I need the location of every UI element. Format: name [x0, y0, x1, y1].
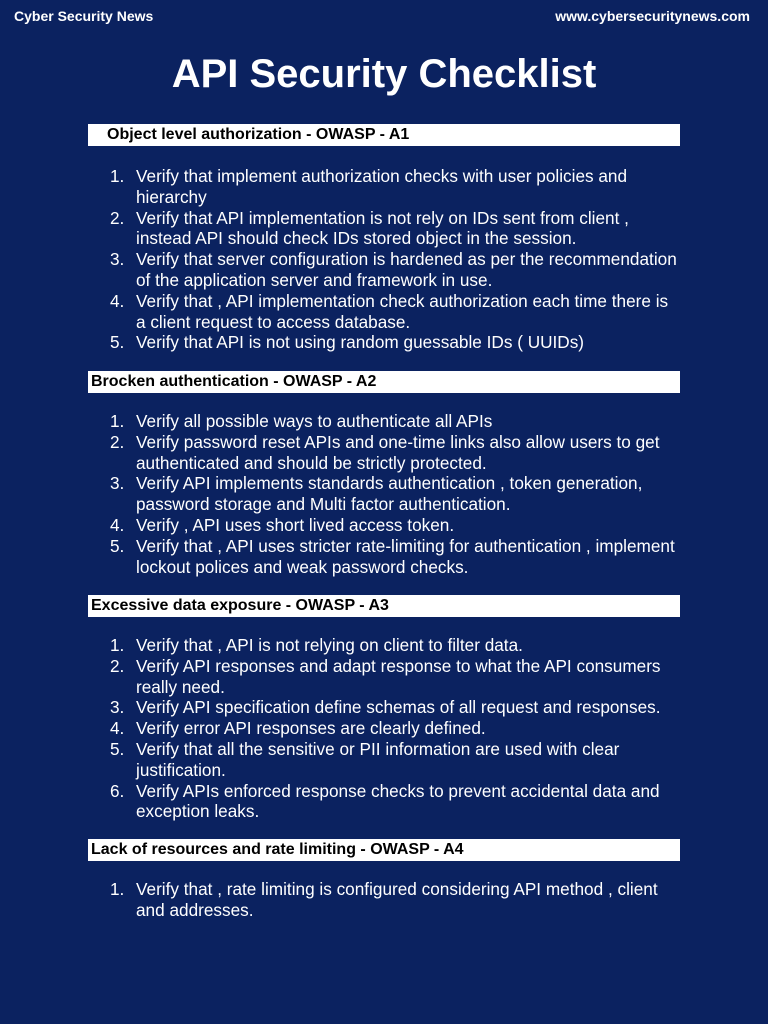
item-text: Verify password reset APIs and one-time links also allow users to get authenticated and should be strictly protected. [136, 431, 660, 473]
site-name: Cyber Security News [14, 8, 154, 24]
list-item [0, 697, 680, 718]
item-number: 1. [110, 411, 125, 431]
list-item [0, 656, 680, 698]
page-title: API Security Checklist [171, 52, 597, 96]
checklist-a3 [0, 635, 680, 822]
item-text: Verify that all the sensitive or PII information are used with clear justification. [136, 738, 620, 780]
section-header-a4: Lack of resources and rate limiting - OWASP - A4 [88, 839, 680, 861]
list-item [0, 411, 680, 432]
item-number: 5. [110, 738, 125, 759]
item-number: 3. [110, 473, 125, 494]
list-item [0, 739, 680, 781]
item-text: Verify that , API uses stricter rate-limiting for authentication , implement lockout polices and weak password checks. [136, 535, 675, 577]
item-text: Verify error API responses are clearly defined. [136, 718, 486, 739]
item-text: Verify that API implementation is not rely on IDs sent from client , instead API should check IDs stored object in the session. [136, 207, 629, 249]
item-number: 6. [110, 780, 125, 801]
checklist-a1 [0, 166, 680, 353]
list-item [0, 781, 680, 823]
item-text: Verify , API uses short lived access token. [136, 514, 455, 535]
item-number: 5. [110, 332, 125, 353]
list-item [0, 515, 680, 536]
item-text: Verify that implement authorization checks with user policies and hierarchy [136, 166, 628, 207]
item-number: 4. [110, 290, 125, 311]
item-number: 1. [110, 635, 125, 655]
item-text: Verify that API is not using random guessable IDs ( UUIDs) [136, 332, 585, 353]
item-text: Verify that , API is not relying on client to filter data. [136, 635, 523, 655]
list-item [0, 432, 680, 474]
item-number: 3. [110, 697, 125, 718]
list-item [0, 166, 680, 208]
list-item [0, 718, 680, 739]
item-number: 2. [110, 655, 125, 676]
list-item [0, 635, 680, 656]
item-text: Verify APIs enforced response checks to prevent accidental data and exception leaks. [136, 780, 660, 822]
site-url[interactable]: www.cybersecuritynews.com [555, 8, 750, 24]
item-number: 2. [110, 431, 125, 452]
item-number: 4. [110, 718, 125, 739]
item-number: 3. [110, 249, 125, 270]
list-item [0, 332, 680, 353]
list-item [0, 291, 680, 333]
item-number: 1. [110, 166, 125, 186]
item-text: Verify API responses and adapt response to what the API consumers really need. [136, 655, 661, 697]
list-item [0, 473, 680, 515]
list-item [0, 536, 680, 578]
checklist-a4 [0, 879, 680, 921]
item-text: Verify that , API implementation check authorization each time there is a client request to access database. [136, 290, 669, 332]
list-item [0, 879, 680, 921]
checklist-a2 [0, 411, 680, 577]
list-item [0, 208, 680, 250]
item-number: 2. [110, 207, 125, 228]
item-text: Verify all possible ways to authenticate all APIs [136, 411, 493, 431]
item-number: 1. [110, 879, 125, 899]
top-bar [14, 8, 750, 26]
item-text: Verify that server configuration is hardened as per the recommendation of the application server and framework in use. [136, 249, 677, 290]
item-number: 5. [110, 535, 125, 556]
item-text: Verify API implements standards authentication , token generation, password storage and Multi factor authentication. [136, 473, 643, 515]
section-header-a1: Object level authorization - OWASP - A1 [88, 124, 680, 146]
section-header-a3: Excessive data exposure - OWASP - A3 [88, 595, 680, 617]
list-item [0, 249, 680, 291]
section-header-a2: Brocken authentication - OWASP - A2 [88, 371, 680, 393]
item-number: 4. [110, 514, 125, 535]
item-text: Verify that , rate limiting is configured considering API method , client and addresses. [136, 879, 658, 920]
item-text: Verify API specification define schemas of all request and responses. [136, 697, 661, 718]
